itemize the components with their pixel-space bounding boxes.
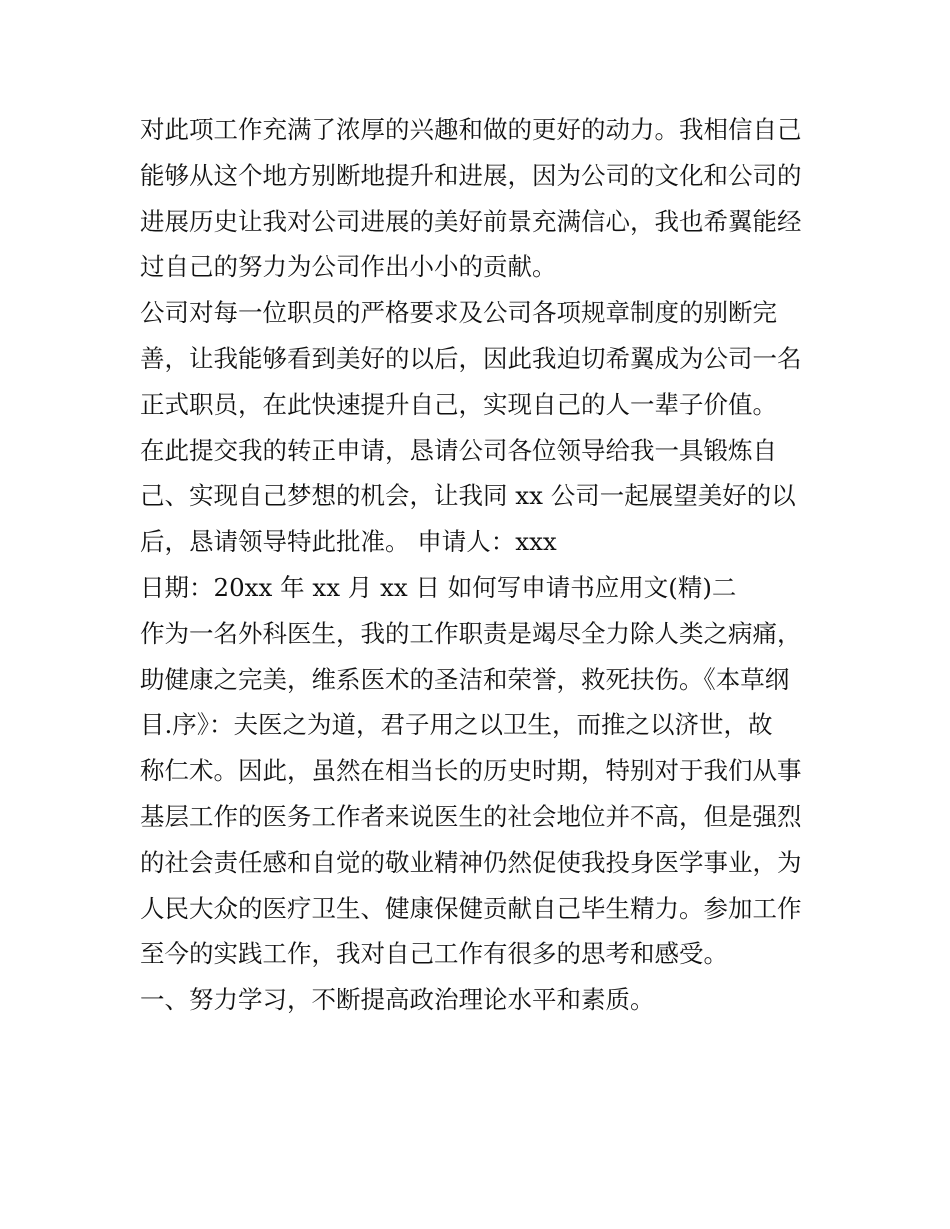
text-line: 对此项工作充满了浓厚的兴趣和做的更好的动力。我相信自己 — [140, 115, 802, 144]
text-line: 作为一名外科医生，我的工作职责是竭尽全力除人类之病痛， — [140, 618, 802, 648]
text-line: 进展历史让我对公司进展的美好前景充满信心，我也希翼能经 — [140, 206, 802, 236]
text-line: 人民大众的医疗卫生、健康保健贡献自己毕生精力。参加工作 — [140, 893, 802, 923]
text-line: 过自己的努力为公司作出小小的贡献。 — [140, 252, 557, 282]
text-line: 至今的实践工作，我对自己工作有很多的思考和感受。 — [140, 939, 728, 969]
text-line: 称仁术。因此，虽然在相当长的历史时期，特别对于我们从事 — [140, 756, 802, 786]
text-line: 日期：20xx 年 xx 月 xx 日 如何写申请书应用文(精)二 — [140, 572, 737, 602]
text-line: 后，恳请领导特此批准。 申请人：xxx — [140, 527, 557, 557]
text-line: 在此提交我的转正申请，恳请公司各位领导给我一具锻炼自 — [140, 435, 777, 465]
text-line: 正式职员，在此快速提升自己，实现自己的人一辈子价值。 — [140, 389, 777, 419]
text-line: 公司对每一位职员的严格要求及公司各项规章制度的别断完 — [140, 298, 777, 328]
text-line: 善，让我能够看到美好的以后，因此我迫切希翼成为公司一名 — [140, 343, 802, 373]
text-line: 基层工作的医务工作者来说医生的社会地位并不高，但是强烈 — [140, 801, 802, 831]
text-line: 目.序》：夫医之为道，君子用之以卫生，而推之以济世，故 — [140, 710, 773, 740]
text-line: 己、实现自己梦想的机会，让我同 xx 公司一起展望美好的以 — [140, 481, 796, 511]
text-line: 能够从这个地方别断地提升和进展，因为公司的文化和公司的 — [140, 160, 802, 190]
text-line: 的社会责任感和自觉的敬业精神仍然促使我投身医学事业，为 — [140, 847, 802, 877]
text-line: 助健康之完美，维系医术的圣洁和荣誉，救死扶伤。《本草纲 — [140, 664, 790, 694]
document-body — [140, 107, 820, 1023]
text-line: 一、努力学习，不断提高政治理论水平和素质。 — [140, 985, 655, 1015]
